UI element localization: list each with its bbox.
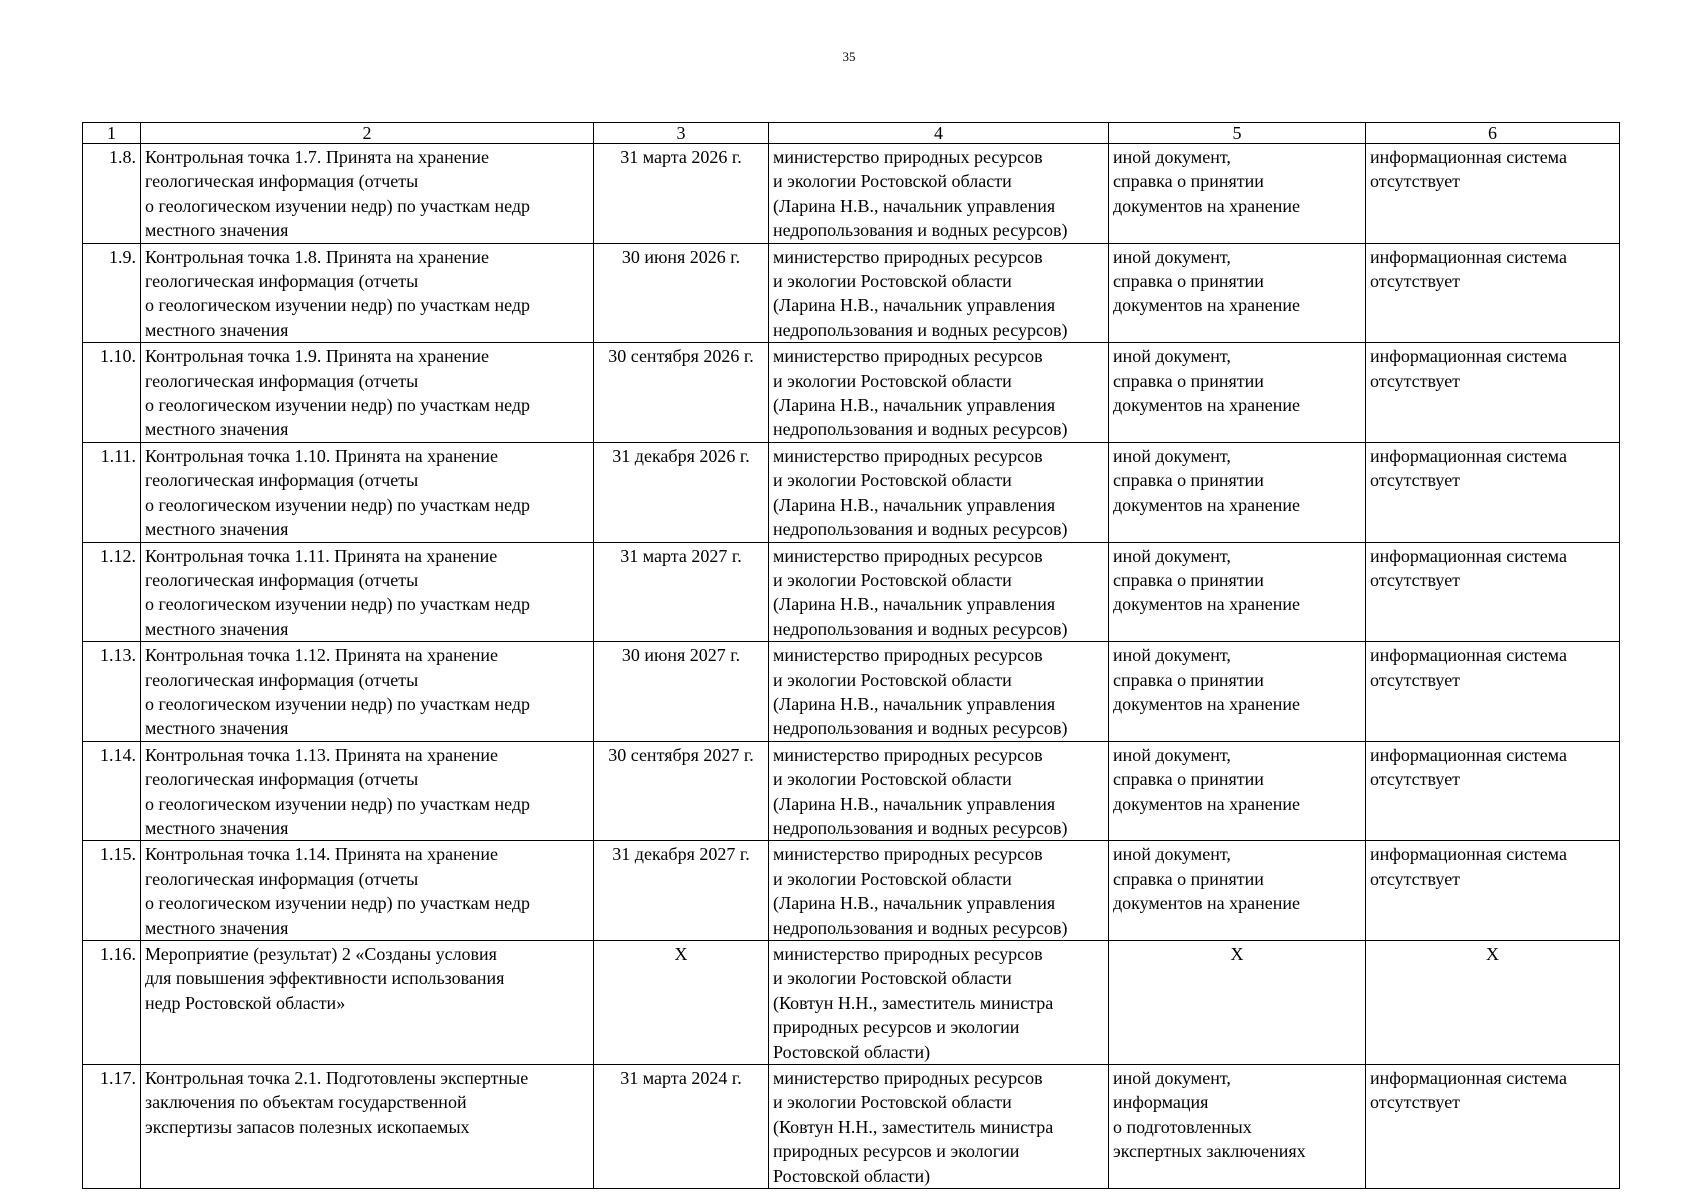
- information-system-line: отсутствует: [1370, 1092, 1461, 1113]
- responsible-cell: [769, 243, 1109, 343]
- document-type-line: справка о принятии: [1113, 171, 1264, 192]
- event-name-cell: [141, 343, 594, 443]
- document-type-cell: [1109, 941, 1366, 1065]
- document-type-cell: [1109, 841, 1366, 941]
- responsible-line: недропользования и водных ресурсов): [773, 917, 1068, 938]
- event-name-line: Мероприятие (результат) 2 «Созданы условия: [145, 944, 497, 964]
- event-name-line: для повышения эффективности использования: [145, 968, 505, 989]
- document-type-line: экспертных заключениях: [1113, 1141, 1306, 1162]
- event-name-line: местного значения: [145, 817, 289, 838]
- document-type-line: справка о принятии: [1113, 569, 1264, 590]
- header-col-4: 4: [769, 123, 1109, 144]
- responsible-line: и экологии Ростовской области: [773, 968, 1012, 989]
- table-row: [83, 542, 1620, 642]
- information-system-line: информационная система: [1370, 645, 1567, 666]
- document-type-line: справка о принятии: [1113, 470, 1264, 491]
- responsible-line: недропользования и водных ресурсов): [773, 220, 1068, 241]
- information-system-line: отсутствует: [1370, 868, 1461, 889]
- event-name-line: о геологическом изучении недр) по участкам недр: [145, 395, 531, 416]
- responsible-line: Ростовской области): [773, 1165, 931, 1186]
- responsible-line: недропользования и водных ресурсов): [773, 319, 1068, 340]
- row-number: 1.12.: [83, 542, 141, 642]
- responsible-line: и экологии Ростовской области: [773, 569, 1012, 590]
- information-system-line: отсутствует: [1370, 669, 1461, 690]
- deadline-cell: 31 марта 2027 г.: [594, 542, 769, 642]
- responsible-line: (Ларина Н.В., начальник управления: [773, 693, 1056, 714]
- event-name-line: Контрольная точка 1.7. Принята на хранение: [145, 147, 489, 167]
- responsible-line: недропользования и водных ресурсов): [773, 718, 1068, 739]
- document-type-line: иной документ,: [1113, 645, 1231, 666]
- row-number: 1.17.: [83, 1065, 141, 1189]
- header-col-1: 1: [83, 123, 141, 144]
- document-type-line: справка о принятии: [1113, 769, 1264, 790]
- responsible-line: недропользования и водных ресурсов): [773, 618, 1068, 639]
- row-number: 1.13.: [83, 642, 141, 742]
- information-system-line: информационная система: [1370, 744, 1567, 765]
- information-system-cell: [1366, 941, 1620, 1065]
- header-col-5: 5: [1109, 123, 1366, 144]
- information-system-line: информационная система: [1370, 1068, 1567, 1089]
- information-system-line: информационная система: [1370, 545, 1567, 566]
- information-system-line: информационная система: [1370, 246, 1567, 267]
- responsible-cell: [769, 1065, 1109, 1189]
- responsible-cell: [769, 642, 1109, 742]
- event-name-line: Контрольная точка 1.10. Принята на хранение: [145, 445, 498, 466]
- information-system-line: отсутствует: [1370, 370, 1461, 391]
- document-type-line: иной документ,: [1113, 545, 1231, 566]
- event-name-line: геологическая информация (отчеты: [145, 669, 419, 690]
- responsible-line: и экологии Ростовской области: [773, 470, 1012, 491]
- responsible-line: министерство природных ресурсов: [773, 445, 1043, 466]
- deadline-cell: 31 марта 2026 г.: [594, 144, 769, 244]
- responsible-cell: [769, 442, 1109, 542]
- information-system-cell: [1366, 642, 1620, 742]
- table-row: [83, 642, 1620, 742]
- information-system-line: отсутствует: [1370, 271, 1461, 292]
- event-name-line: Контрольная точка 1.12. Принята на хранение: [145, 645, 498, 666]
- event-name-line: о геологическом изучении недр) по участкам недр: [145, 893, 531, 914]
- information-system-line: отсутствует: [1370, 569, 1461, 590]
- event-name-line: местного значения: [145, 718, 289, 739]
- responsible-line: и экологии Ростовской области: [773, 769, 1012, 790]
- deadline-cell: X: [594, 941, 769, 1065]
- table-header-row: [83, 123, 1620, 144]
- row-number: 1.14.: [83, 741, 141, 841]
- information-system-line: X: [1486, 944, 1499, 964]
- information-system-cell: [1366, 343, 1620, 443]
- control-points-table: [82, 122, 1620, 1189]
- document-type-line: информация: [1113, 1092, 1209, 1113]
- responsible-cell: [769, 343, 1109, 443]
- document-type-line: справка о принятии: [1113, 271, 1264, 292]
- responsible-line: (Ларина Н.В., начальник управления: [773, 494, 1056, 515]
- responsible-line: (Ларина Н.В., начальник управления: [773, 195, 1056, 216]
- responsible-line: природных ресурсов и экологии: [773, 1141, 1020, 1162]
- responsible-line: (Ларина Н.В., начальник управления: [773, 594, 1056, 615]
- responsible-line: недропользования и водных ресурсов): [773, 817, 1068, 838]
- event-name-line: заключения по объектам государственной: [145, 1092, 467, 1113]
- responsible-line: Ростовской области): [773, 1041, 931, 1062]
- header-col-2: 2: [141, 123, 594, 144]
- deadline-cell: 30 сентября 2027 г.: [594, 741, 769, 841]
- responsible-line: министерство природных ресурсов: [773, 645, 1043, 666]
- event-name-line: о геологическом изучении недр) по участкам недр: [145, 594, 531, 615]
- event-name-line: геологическая информация (отчеты: [145, 370, 419, 391]
- event-name-cell: [141, 941, 594, 1065]
- event-name-line: Контрольная точка 2.1. Подготовлены экспертные: [145, 1068, 529, 1089]
- table-row: [83, 841, 1620, 941]
- responsible-line: (Ларина Н.В., начальник управления: [773, 793, 1056, 814]
- information-system-line: отсутствует: [1370, 171, 1461, 192]
- document-type-cell: [1109, 243, 1366, 343]
- document-type-line: справка о принятии: [1113, 669, 1264, 690]
- information-system-cell: [1366, 542, 1620, 642]
- event-name-line: Контрольная точка 1.11. Принята на хранение: [145, 545, 498, 566]
- information-system-cell: [1366, 741, 1620, 841]
- document-type-cell: [1109, 1065, 1366, 1189]
- row-number: 1.15.: [83, 841, 141, 941]
- responsible-line: и экологии Ростовской области: [773, 669, 1012, 690]
- event-name-line: местного значения: [145, 917, 289, 938]
- information-system-cell: [1366, 442, 1620, 542]
- deadline-cell: 30 июня 2026 г.: [594, 243, 769, 343]
- row-number: 1.9.: [83, 243, 141, 343]
- row-number: 1.8.: [83, 144, 141, 244]
- event-name-cell: [141, 144, 594, 244]
- responsible-line: недропользования и водных ресурсов): [773, 419, 1068, 440]
- document-type-line: справка о принятии: [1113, 868, 1264, 889]
- responsible-line: и экологии Ростовской области: [773, 868, 1012, 889]
- document-type-cell: [1109, 542, 1366, 642]
- event-name-line: о геологическом изучении недр) по участкам недр: [145, 793, 531, 814]
- responsible-line: министерство природных ресурсов: [773, 844, 1043, 865]
- responsible-cell: [769, 144, 1109, 244]
- document-type-line: о подготовленных: [1113, 1116, 1252, 1137]
- responsible-cell: [769, 741, 1109, 841]
- deadline-cell: 31 декабря 2027 г.: [594, 841, 769, 941]
- document-type-line: документов на хранение: [1113, 893, 1301, 914]
- row-number: 1.16.: [83, 941, 141, 1065]
- responsible-line: министерство природных ресурсов: [773, 744, 1043, 765]
- event-name-line: местного значения: [145, 519, 289, 540]
- event-name-cell: [141, 243, 594, 343]
- document-type-line: документов на хранение: [1113, 395, 1301, 416]
- table-row: [83, 941, 1620, 1065]
- responsible-line: (Ларина Н.В., начальник управления: [773, 893, 1056, 914]
- responsible-line: и экологии Ростовской области: [773, 1092, 1012, 1113]
- information-system-line: информационная система: [1370, 147, 1567, 167]
- event-name-line: геологическая информация (отчеты: [145, 470, 419, 491]
- table-row: [83, 144, 1620, 244]
- row-number: 1.11.: [83, 442, 141, 542]
- page-number: 35: [842, 49, 856, 64]
- event-name-line: геологическая информация (отчеты: [145, 868, 419, 889]
- responsible-line: министерство природных ресурсов: [773, 346, 1043, 367]
- event-name-line: Контрольная точка 1.9. Принята на хранение: [145, 346, 489, 367]
- deadline-cell: 30 июня 2027 г.: [594, 642, 769, 742]
- row-number: 1.10.: [83, 343, 141, 443]
- document-type-line: X: [1230, 944, 1244, 964]
- event-name-line: недр Ростовской области»: [145, 992, 346, 1013]
- event-name-cell: [141, 442, 594, 542]
- table-row: [83, 1065, 1620, 1189]
- event-name-line: о геологическом изучении недр) по участкам недр: [145, 195, 531, 216]
- responsible-line: и экологии Ростовской области: [773, 370, 1012, 391]
- document-type-line: иной документ,: [1113, 246, 1231, 267]
- deadline-cell: 31 декабря 2026 г.: [594, 442, 769, 542]
- document-type-line: документов на хранение: [1113, 594, 1301, 615]
- document-type-cell: [1109, 343, 1366, 443]
- information-system-line: отсутствует: [1370, 769, 1461, 790]
- document-type-line: документов на хранение: [1113, 295, 1301, 316]
- responsible-line: министерство природных ресурсов: [773, 545, 1043, 566]
- event-name-cell: [141, 841, 594, 941]
- information-system-cell: [1366, 841, 1620, 941]
- event-name-line: геологическая информация (отчеты: [145, 171, 419, 192]
- document-type-cell: [1109, 642, 1366, 742]
- document-type-line: иной документ,: [1113, 1068, 1231, 1089]
- event-name-line: местного значения: [145, 618, 289, 639]
- responsible-line: (Ларина Н.В., начальник управления: [773, 395, 1056, 416]
- document-type-line: иной документ,: [1113, 445, 1231, 466]
- event-name-cell: [141, 642, 594, 742]
- document-type-cell: [1109, 741, 1366, 841]
- event-name-line: Контрольная точка 1.14. Принята на хранение: [145, 844, 498, 865]
- information-system-line: информационная система: [1370, 445, 1567, 466]
- event-name-line: геологическая информация (отчеты: [145, 271, 419, 292]
- responsible-cell: [769, 941, 1109, 1065]
- responsible-line: недропользования и водных ресурсов): [773, 519, 1068, 540]
- responsible-line: министерство природных ресурсов: [773, 246, 1043, 267]
- information-system-cell: [1366, 1065, 1620, 1189]
- event-name-line: Контрольная точка 1.13. Принята на хранение: [145, 744, 498, 765]
- information-system-line: информационная система: [1370, 346, 1567, 367]
- responsible-line: и экологии Ростовской области: [773, 271, 1012, 292]
- information-system-cell: [1366, 144, 1620, 244]
- event-name-cell: [141, 1065, 594, 1189]
- responsible-line: (Ковтун Н.Н., заместитель министра: [773, 992, 1054, 1013]
- deadline-cell: 31 марта 2024 г.: [594, 1065, 769, 1189]
- table-row: [83, 741, 1620, 841]
- document-type-line: документов на хранение: [1113, 793, 1301, 814]
- responsible-line: и экологии Ростовской области: [773, 171, 1012, 192]
- document-type-line: иной документ,: [1113, 844, 1231, 865]
- event-name-line: местного значения: [145, 419, 289, 440]
- information-system-cell: [1366, 243, 1620, 343]
- responsible-line: (Ларина Н.В., начальник управления: [773, 295, 1056, 316]
- event-name-line: геологическая информация (отчеты: [145, 769, 419, 790]
- responsible-line: министерство природных ресурсов: [773, 944, 1043, 964]
- document-type-cell: [1109, 442, 1366, 542]
- responsible-line: министерство природных ресурсов: [773, 1068, 1043, 1089]
- document-type-line: справка о принятии: [1113, 370, 1264, 391]
- deadline-cell: 30 сентября 2026 г.: [594, 343, 769, 443]
- responsible-cell: [769, 542, 1109, 642]
- table-row: [83, 442, 1620, 542]
- event-name-cell: [141, 542, 594, 642]
- event-name-cell: [141, 741, 594, 841]
- document-type-line: документов на хранение: [1113, 494, 1301, 515]
- document-type-line: иной документ,: [1113, 147, 1231, 167]
- header-col-3: 3: [594, 123, 769, 144]
- event-name-line: о геологическом изучении недр) по участкам недр: [145, 295, 531, 316]
- header-col-6: 6: [1366, 123, 1620, 144]
- table-row: [83, 343, 1620, 443]
- responsible-line: министерство природных ресурсов: [773, 147, 1043, 167]
- event-name-line: местного значения: [145, 220, 289, 241]
- document-type-line: документов на хранение: [1113, 693, 1301, 714]
- event-name-line: о геологическом изучении недр) по участкам недр: [145, 494, 531, 515]
- event-name-line: местного значения: [145, 319, 289, 340]
- event-name-line: о геологическом изучении недр) по участкам недр: [145, 693, 531, 714]
- event-name-line: Контрольная точка 1.8. Принята на хранение: [145, 246, 489, 267]
- responsible-line: природных ресурсов и экологии: [773, 1017, 1020, 1038]
- responsible-line: (Ковтун Н.Н., заместитель министра: [773, 1116, 1054, 1137]
- responsible-cell: [769, 841, 1109, 941]
- document-type-line: иной документ,: [1113, 346, 1231, 367]
- information-system-line: отсутствует: [1370, 470, 1461, 491]
- table-row: [83, 243, 1620, 343]
- document-type-line: иной документ,: [1113, 744, 1231, 765]
- information-system-line: информационная система: [1370, 844, 1567, 865]
- document-type-line: документов на хранение: [1113, 195, 1301, 216]
- event-name-line: геологическая информация (отчеты: [145, 569, 419, 590]
- document-type-cell: [1109, 144, 1366, 244]
- event-name-line: экспертизы запасов полезных ископаемых: [145, 1116, 470, 1137]
